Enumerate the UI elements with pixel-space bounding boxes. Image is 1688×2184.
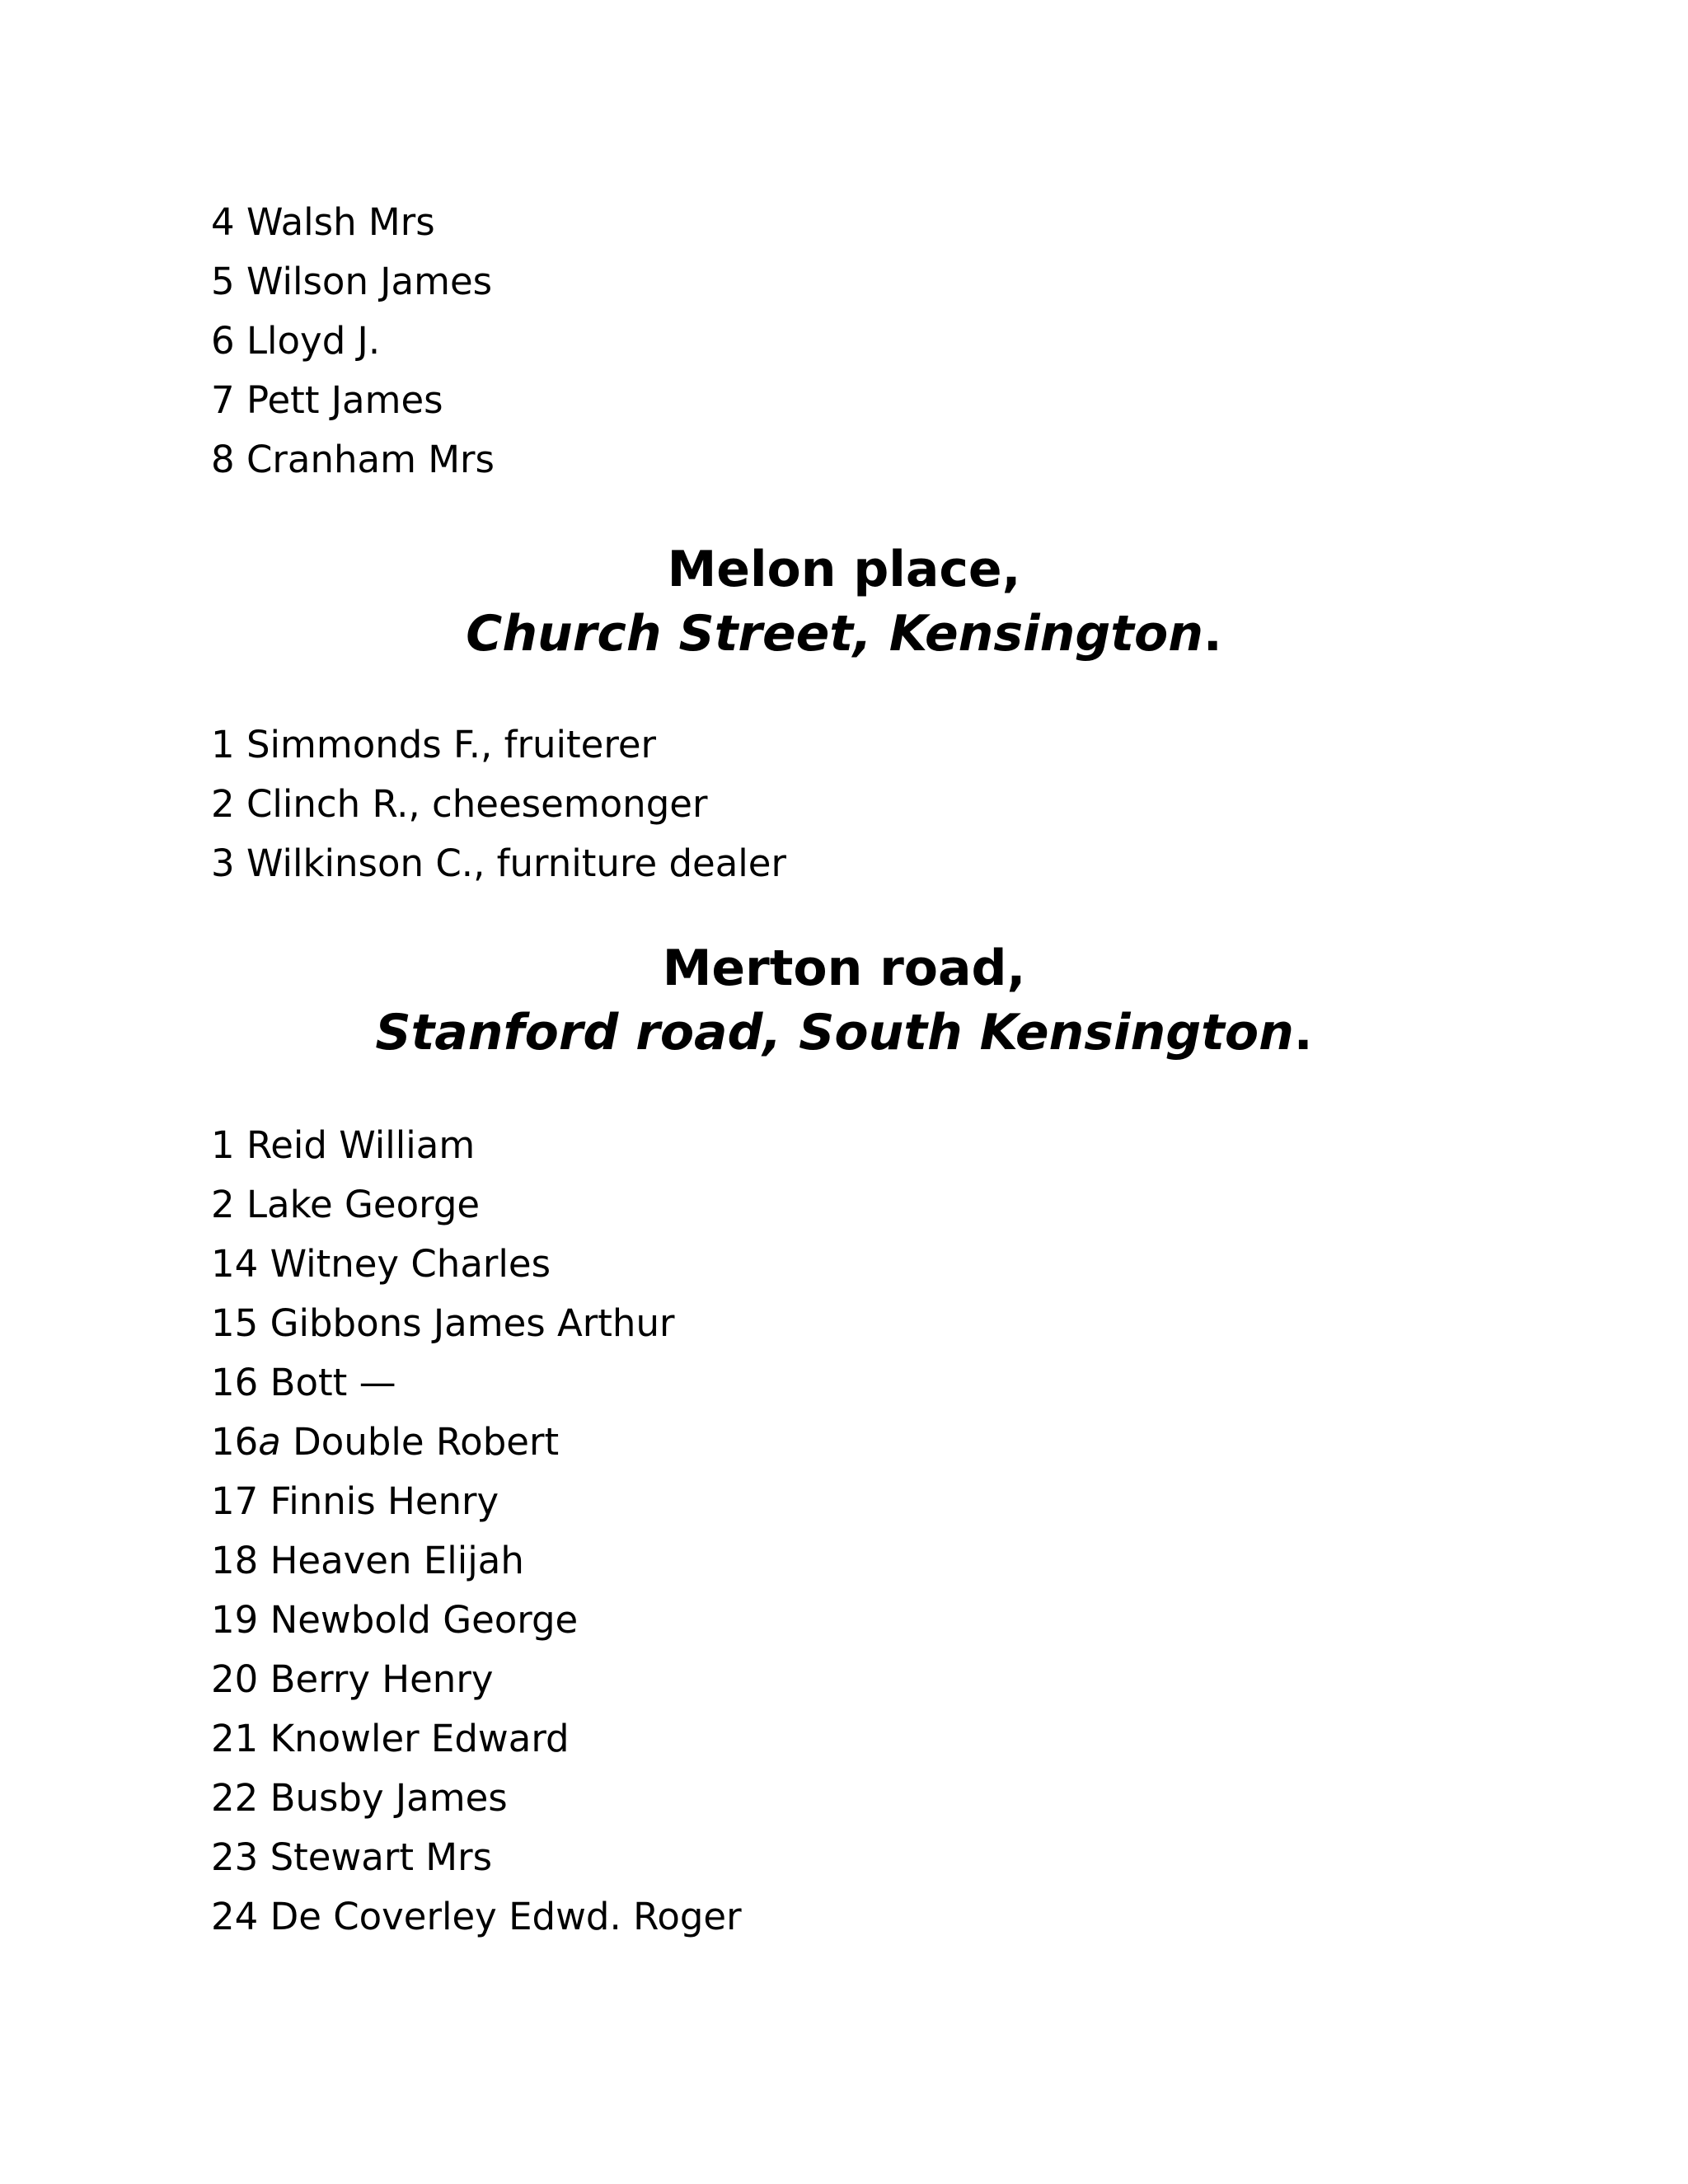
house-number: 8 — [211, 438, 235, 481]
list-item — [211, 430, 495, 490]
house-number: 22 — [211, 1776, 259, 1820]
street-location — [0, 1001, 1688, 1065]
resident-name: Busby James — [270, 1776, 508, 1820]
list-item — [211, 1353, 742, 1413]
list-item — [211, 1591, 742, 1650]
house-number: 5 — [211, 260, 235, 303]
list-item — [211, 1769, 742, 1828]
house-number: 21 — [211, 1717, 259, 1760]
list-item — [211, 1709, 742, 1769]
house-number: 16 — [211, 1361, 259, 1404]
house-number: 16 — [211, 1420, 259, 1464]
resident-name: Berry Henry — [270, 1657, 494, 1701]
resident-name: Reid William — [246, 1123, 476, 1167]
house-number: 1 — [211, 1123, 235, 1167]
list-item — [211, 1472, 742, 1531]
house-number: 19 — [211, 1598, 259, 1642]
street-title: Melon place, — [667, 541, 1021, 598]
house-number: 23 — [211, 1835, 259, 1879]
resident-name: Wilson James — [246, 260, 493, 303]
resident-name: Newbold George — [270, 1598, 579, 1642]
resident-name: Lloyd J. — [246, 319, 381, 363]
list-item — [211, 1650, 742, 1709]
resident-name: Cranham Mrs — [246, 438, 495, 481]
resident-name: Witney Charles — [270, 1242, 551, 1286]
house-number: 4 — [211, 200, 235, 244]
list-item — [211, 715, 786, 775]
entry-list-melon-place — [211, 715, 786, 893]
house-number: 14 — [211, 1242, 259, 1286]
house-number: 17 — [211, 1479, 259, 1523]
list-item — [211, 193, 495, 252]
list-item — [211, 1235, 742, 1294]
house-number: 6 — [211, 319, 235, 363]
list-item — [211, 371, 495, 430]
resident-name: Knowler Edward — [270, 1717, 570, 1760]
resident-name: Lake George — [246, 1183, 481, 1226]
list-item — [211, 252, 495, 312]
list-item — [211, 1887, 742, 1947]
list-item — [211, 1828, 742, 1887]
resident-name: Double Robert — [293, 1420, 560, 1464]
house-number: 20 — [211, 1657, 259, 1701]
resident-name: Heaven Elijah — [270, 1539, 524, 1582]
house-number: 15 — [211, 1301, 259, 1345]
house-number: 1 — [211, 723, 235, 766]
street-location-text: Stanford road, South Kensington — [375, 1004, 1294, 1062]
street-location-period: . — [1203, 605, 1222, 663]
resident-name: Wilkinson C., furniture dealer — [246, 841, 786, 885]
list-item — [211, 1413, 742, 1472]
list-item — [211, 1175, 742, 1235]
resident-name: Clinch R., cheesemonger — [246, 782, 708, 826]
section-heading-merton-road — [0, 936, 1688, 1065]
resident-name: Finnis Henry — [270, 1479, 499, 1523]
resident-name: Walsh Mrs — [246, 200, 435, 244]
entry-list-merton-road — [211, 1116, 742, 1947]
house-number: 2 — [211, 782, 235, 826]
street-location — [0, 602, 1688, 666]
house-number: 7 — [211, 378, 235, 422]
resident-name: Pett James — [246, 378, 443, 422]
resident-name: Bott — — [270, 1361, 396, 1404]
street-location-period: . — [1293, 1004, 1313, 1062]
house-number-suffix: a — [258, 1420, 281, 1464]
house-number: 18 — [211, 1539, 259, 1582]
list-item — [211, 1294, 742, 1353]
house-number: 24 — [211, 1895, 259, 1938]
section-heading-melon-place — [0, 537, 1688, 666]
house-number: 2 — [211, 1183, 235, 1226]
list-item — [211, 1531, 742, 1591]
list-item — [211, 834, 786, 893]
resident-name: Simmonds F., fruiterer — [246, 723, 657, 766]
resident-name: De Coverley Edwd. Roger — [270, 1895, 742, 1938]
list-item — [211, 775, 786, 834]
resident-name: Gibbons James Arthur — [270, 1301, 675, 1345]
entry-list-continued — [211, 193, 495, 490]
house-number: 3 — [211, 841, 235, 885]
list-item — [211, 1116, 742, 1175]
resident-name: Stewart Mrs — [270, 1835, 493, 1879]
street-title: Merton road, — [662, 940, 1026, 997]
street-location-text: Church Street, Kensington — [466, 605, 1203, 663]
list-item — [211, 312, 495, 371]
